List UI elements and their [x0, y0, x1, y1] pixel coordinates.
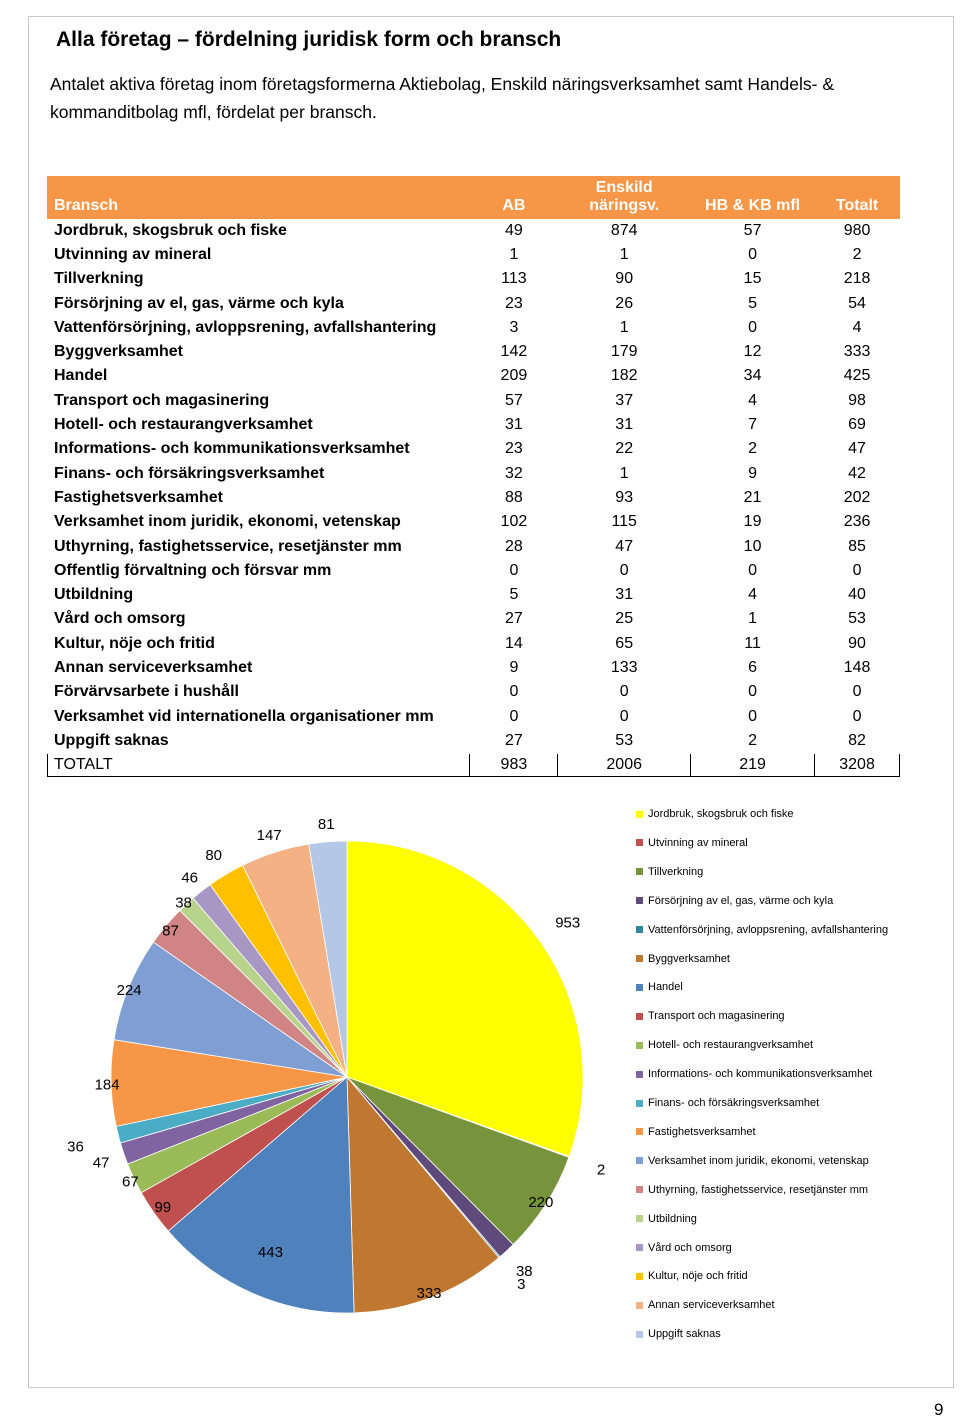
pie-data-label: 38 [175, 894, 192, 912]
row-value-enskild: 90 [558, 267, 691, 291]
industry-table [47, 176, 900, 777]
pie-data-label: 224 [116, 982, 142, 1000]
table-row [48, 437, 900, 461]
legend-label: Jordbruk, skogsbruk och fiske [648, 808, 794, 820]
row-value-ab: 209 [470, 364, 558, 388]
row-value-enskild: 0 [558, 559, 691, 583]
row-industry-name: Vattenförsörjning, avloppsrening, avfallshantering [48, 316, 470, 340]
legend-item [636, 953, 730, 965]
row-industry-name: Uppgift saknas [48, 729, 470, 753]
row-value-total: 4 [815, 316, 900, 340]
pie-data-label: 38 [515, 1262, 533, 1280]
row-value-hbkb: 7 [691, 413, 815, 437]
row-value-enskild: 1 [558, 243, 691, 267]
row-value-total: 85 [815, 534, 900, 558]
legend-swatch [636, 1273, 643, 1280]
row-value-enskild: 31 [558, 583, 691, 607]
legend-item [636, 1010, 785, 1022]
total-value-ab: 983 [470, 753, 558, 776]
page-number: 9 [934, 1400, 944, 1419]
legend-item [636, 1299, 775, 1311]
legend-label: Verksamhet inom juridik, ekonomi, vetenskap [648, 1154, 869, 1167]
row-value-total: 0 [815, 680, 900, 704]
row-value-enskild: 26 [558, 291, 691, 315]
row-industry-name: Vård och omsorg [48, 607, 470, 631]
legend-item [636, 1328, 721, 1340]
table-row [48, 316, 900, 340]
legend-label: Handel [648, 981, 683, 994]
row-value-ab: 142 [470, 340, 558, 364]
row-value-ab: 0 [470, 559, 558, 583]
row-value-hbkb: 9 [691, 461, 815, 485]
row-value-ab: 23 [470, 291, 558, 315]
row-value-total: 69 [815, 413, 900, 437]
row-value-enskild: 93 [558, 486, 691, 510]
row-value-ab: 27 [470, 607, 558, 631]
pie-data-label: 81 [317, 815, 335, 833]
row-value-hbkb: 15 [691, 267, 815, 291]
row-industry-name: Jordbruk, skogsbruk och fiske [48, 219, 470, 243]
row-value-enskild: 65 [558, 632, 691, 656]
legend-swatch [636, 926, 643, 933]
row-value-total: 236 [815, 510, 900, 534]
row-industry-name: Förvärvsarbete i hushåll [48, 680, 470, 704]
header-enskild: Enskild näringsv. [558, 177, 691, 219]
legend-label: Vattenförsörjning, avloppsrening, avfallshantering [648, 923, 889, 936]
legend-swatch [636, 897, 643, 904]
row-value-ab: 9 [470, 656, 558, 680]
legend-item [636, 1184, 868, 1196]
row-industry-name: Utvinning av mineral [48, 243, 470, 267]
legend-label: Tillverkning [648, 865, 704, 878]
row-industry-name: Byggverksamhet [48, 340, 470, 364]
row-value-hbkb: 1 [691, 607, 815, 631]
row-value-ab: 0 [470, 680, 558, 704]
legend-item [636, 1068, 872, 1080]
pie-data-label: 87 [162, 922, 179, 940]
legend-label: Byggverksamhet [648, 952, 730, 965]
row-value-ab: 5 [470, 583, 558, 607]
row-value-total: 2 [815, 243, 900, 267]
row-value-hbkb: 21 [691, 486, 815, 510]
row-value-hbkb: 11 [691, 632, 815, 656]
header-hbkb: HB & KB mfl [691, 177, 815, 219]
row-industry-name: Handel [48, 364, 470, 388]
row-industry-name: Verksamhet vid internationella organisationer mm [48, 704, 470, 728]
legend-label: Annan serviceverksamhet [648, 1299, 775, 1312]
table-row [48, 461, 900, 485]
row-value-enskild: 1 [558, 316, 691, 340]
legend-item [636, 1155, 869, 1167]
legend-label: Utbildning [648, 1212, 697, 1225]
table-row [48, 680, 900, 704]
legend-swatch [636, 1157, 643, 1164]
legend-swatch [636, 1071, 643, 1078]
pie-data-label: 46 [181, 869, 199, 887]
total-value-total: 3208 [815, 753, 900, 776]
table-row [48, 534, 900, 558]
row-value-hbkb: 19 [691, 510, 815, 534]
row-value-hbkb: 2 [691, 437, 815, 461]
row-value-enskild: 874 [558, 219, 691, 243]
row-value-total: 0 [815, 704, 900, 728]
row-value-hbkb: 2 [691, 729, 815, 753]
row-value-hbkb: 4 [691, 389, 815, 413]
row-value-total: 40 [815, 583, 900, 607]
row-value-enskild: 53 [558, 729, 691, 753]
row-value-total: 82 [815, 729, 900, 753]
row-value-total: 425 [815, 364, 900, 388]
pie-data-label: 2 [596, 1161, 606, 1179]
row-value-enskild: 47 [558, 534, 691, 558]
row-industry-name: Informations- och kommunikationsverksamhet [48, 437, 470, 461]
intro-paragraph: Antalet aktiva företag inom företagsformerna Aktiebolag, Enskild näringsverksamhet samt Handels- & kommanditbolag mfl, fördelat per bransch. [50, 74, 834, 122]
legend-label: Uthyrning, fastighetsservice, resetjänster mm [648, 1183, 869, 1196]
row-value-ab: 57 [470, 389, 558, 413]
legend-label: Vård och omsorg [648, 1241, 732, 1254]
row-industry-name: Finans- och försäkringsverksamhet [48, 461, 470, 485]
row-industry-name: Fastighetsverksamhet [48, 486, 470, 510]
legend-swatch [636, 868, 643, 875]
row-value-hbkb: 10 [691, 534, 815, 558]
row-industry-name: Verksamhet inom juridik, ekonomi, vetenskap [48, 510, 470, 534]
row-value-enskild: 37 [558, 389, 691, 413]
row-value-total: 90 [815, 632, 900, 656]
pie-data-label: 147 [256, 827, 282, 845]
table-row [48, 704, 900, 728]
row-value-ab: 28 [470, 534, 558, 558]
row-industry-name: Utbildning [48, 583, 470, 607]
row-industry-name: Tillverkning [48, 267, 470, 291]
row-value-enskild: 0 [558, 704, 691, 728]
legend-swatch [636, 1100, 643, 1107]
pie-data-label: 36 [67, 1138, 84, 1156]
table-row [48, 583, 900, 607]
pie-data-label: 3 [517, 1276, 526, 1294]
row-value-ab: 32 [470, 461, 558, 485]
row-value-total: 202 [815, 486, 900, 510]
legend-label: Kultur, nöje och fritid [648, 1270, 748, 1283]
row-value-enskild: 1 [558, 461, 691, 485]
table-row [48, 219, 900, 243]
row-value-hbkb: 0 [691, 316, 815, 340]
row-value-total: 333 [815, 340, 900, 364]
table-row [48, 267, 900, 291]
pie-data-label: 443 [257, 1243, 283, 1261]
legend-item [636, 808, 794, 820]
row-industry-name: Hotell- och restaurangverksamhet [48, 413, 470, 437]
row-value-ab: 31 [470, 413, 558, 437]
row-value-ab: 1 [470, 243, 558, 267]
table-row [48, 413, 900, 437]
legend-item [636, 837, 748, 849]
header-totalt: Totalt [815, 177, 900, 219]
legend-label: Fastighetsverksamhet [648, 1125, 756, 1138]
pie-data-label: 47 [92, 1154, 110, 1172]
row-value-hbkb: 0 [691, 704, 815, 728]
table-row [48, 607, 900, 631]
row-value-total: 47 [815, 437, 900, 461]
row-value-hbkb: 5 [691, 291, 815, 315]
legend-swatch [636, 1244, 643, 1251]
legend-label: Uppgift saknas [648, 1328, 721, 1341]
header-bransch: Bransch [48, 177, 470, 219]
row-value-total: 980 [815, 219, 900, 243]
row-value-enskild: 115 [558, 510, 691, 534]
pie-data-label: 333 [416, 1284, 442, 1302]
row-value-ab: 88 [470, 486, 558, 510]
legend-swatch [636, 1042, 643, 1049]
row-value-hbkb: 4 [691, 583, 815, 607]
total-value-hbkb: 219 [691, 753, 815, 776]
table-row [48, 389, 900, 413]
legend-label: Hotell- och restaurangverksamhet [648, 1039, 814, 1052]
row-value-enskild: 182 [558, 364, 691, 388]
total-value-enskild: 2006 [558, 753, 691, 776]
table-row [48, 340, 900, 364]
legend-label: Finans- och försäkringsverksamhet [648, 1097, 820, 1109]
legend-item [636, 1242, 732, 1254]
page-title: Alla företag – fördelning juridisk form och bransch [56, 28, 562, 51]
legend-label: Transport och magasinering [648, 1010, 785, 1023]
row-value-hbkb: 0 [691, 559, 815, 583]
row-value-total: 98 [815, 389, 900, 413]
row-value-enskild: 0 [558, 680, 691, 704]
pie-data-label: 99 [154, 1199, 172, 1217]
legend-label: Informations- och kommunikationsverksamhet [648, 1068, 873, 1081]
legend-swatch [636, 984, 643, 991]
row-value-hbkb: 0 [691, 243, 815, 267]
row-value-total: 54 [815, 291, 900, 315]
row-value-enskild: 133 [558, 656, 691, 680]
table-row [48, 656, 900, 680]
row-value-total: 218 [815, 267, 900, 291]
legend-swatch [636, 1302, 643, 1309]
table-row [48, 486, 900, 510]
row-value-total: 53 [815, 607, 900, 631]
legend-item [636, 1213, 697, 1225]
row-value-hbkb: 0 [691, 680, 815, 704]
legend-item [636, 866, 703, 878]
pie-data-label: 184 [94, 1076, 120, 1094]
row-value-ab: 23 [470, 437, 558, 461]
table-row [48, 729, 900, 753]
legend-label: Försörjning av el, gas, värme och kyla [648, 894, 834, 907]
table-body [48, 219, 900, 777]
row-value-ab: 49 [470, 219, 558, 243]
row-industry-name: Försörjning av el, gas, värme och kyla [48, 291, 470, 315]
legend-swatch [636, 1331, 643, 1338]
row-value-hbkb: 6 [691, 656, 815, 680]
legend-swatch [636, 955, 643, 962]
row-value-enskild: 22 [558, 437, 691, 461]
row-value-ab: 113 [470, 267, 558, 291]
row-value-total: 0 [815, 559, 900, 583]
table-row [48, 632, 900, 656]
row-value-hbkb: 12 [691, 340, 815, 364]
legend-swatch [636, 839, 643, 846]
row-value-ab: 102 [470, 510, 558, 534]
pie-data-label: 953 [555, 914, 581, 932]
table-header-row [48, 177, 900, 219]
legend-swatch [636, 1186, 643, 1193]
header-ab: AB [470, 177, 558, 219]
row-value-ab: 27 [470, 729, 558, 753]
legend-swatch [636, 811, 643, 818]
row-industry-name: Transport och magasinering [48, 389, 470, 413]
row-value-ab: 3 [470, 316, 558, 340]
legend-item [636, 895, 833, 907]
legend-item [636, 1126, 756, 1138]
row-industry-name: Offentlig förvaltning och försvar mm [48, 559, 470, 583]
table-row [48, 364, 900, 388]
legend-swatch [636, 1128, 643, 1135]
row-industry-name: Uthyrning, fastighetsservice, resetjänster mm [48, 534, 470, 558]
row-value-enskild: 31 [558, 413, 691, 437]
table-row [48, 510, 900, 534]
pie-data-label: 67 [122, 1173, 139, 1191]
table-row [48, 243, 900, 267]
row-value-enskild: 25 [558, 607, 691, 631]
total-label: TOTALT [48, 753, 470, 776]
legend-swatch [636, 1013, 643, 1020]
legend-item [636, 1097, 819, 1109]
legend-item [636, 981, 683, 993]
legend-label: Utvinning av mineral [648, 836, 748, 849]
legend-item [636, 1270, 748, 1282]
legend-item [636, 1039, 813, 1051]
row-value-ab: 0 [470, 704, 558, 728]
row-value-total: 42 [815, 461, 900, 485]
row-value-ab: 14 [470, 632, 558, 656]
row-value-hbkb: 34 [691, 364, 815, 388]
pie-data-label: 220 [528, 1193, 554, 1211]
table-row [48, 291, 900, 315]
row-value-hbkb: 57 [691, 219, 815, 243]
total-row [48, 753, 900, 776]
row-value-enskild: 179 [558, 340, 691, 364]
pie-data-label: 80 [205, 846, 223, 864]
row-industry-name: Annan serviceverksamhet [48, 656, 470, 680]
row-value-total: 148 [815, 656, 900, 680]
row-industry-name: Kultur, nöje och fritid [48, 632, 470, 656]
legend-item [636, 924, 888, 936]
legend-swatch [636, 1215, 643, 1222]
table-row [48, 559, 900, 583]
